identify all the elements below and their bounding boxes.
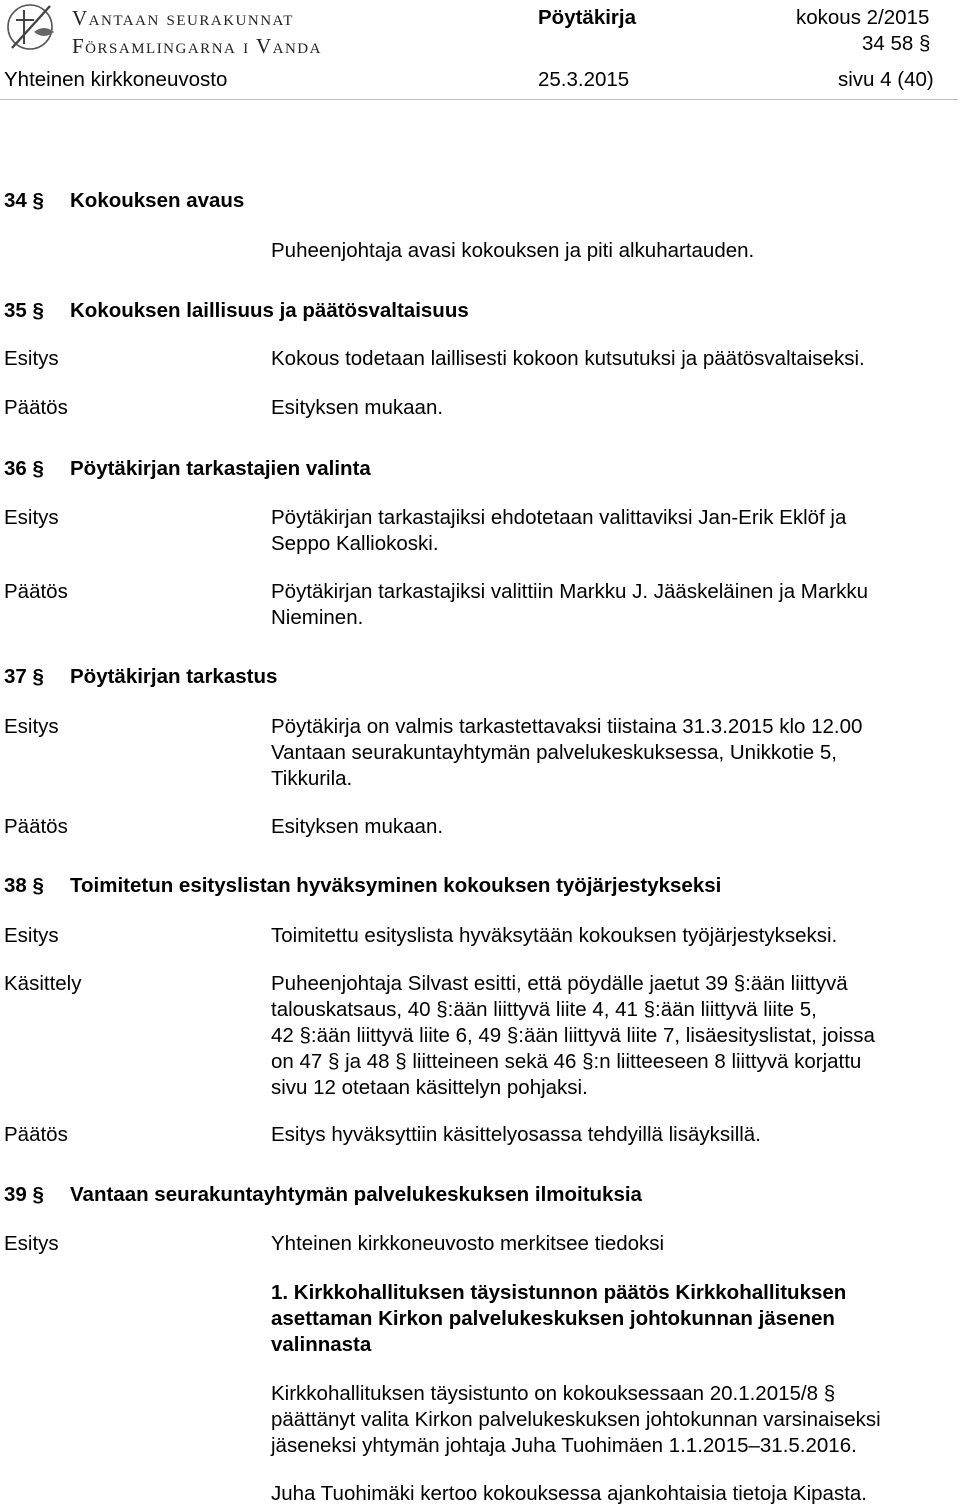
body-paragraph <box>271 1381 951 1459</box>
text-line: 1. Kirkkohallituksen täysistunnon päätös Kirkkohallituksen <box>271 1281 847 1304</box>
paatos-text: Esityksen mukaan. <box>271 396 444 419</box>
paatos-label: Päätös <box>4 1123 68 1146</box>
section-title: Kokouksen avaus <box>70 189 245 212</box>
esitys-label: Esitys <box>4 924 59 947</box>
text-line: valinnasta <box>271 1333 372 1356</box>
text-line: Kirkkohallituksen täysistunto on kokouksessaan 20.1.2015/8 § <box>271 1382 836 1405</box>
org-name-swedish: Församlingarna i Vanda <box>72 34 322 58</box>
text-line: Pöytäkirjan tarkastajiksi valittiin Markku J. Jääskeläinen ja Markku <box>271 580 869 603</box>
text-line: Tikkurila. <box>271 767 353 790</box>
text-line: päättänyt valita Kirkon palvelukeskuksen johtokunnan varsinaiseksi <box>271 1408 881 1431</box>
section-number: 36 § <box>4 457 44 480</box>
subheading <box>271 1280 951 1358</box>
section-text: Puheenjohtaja avasi kokouksen ja piti alkuhartauden. <box>271 239 755 262</box>
text-line: Seppo Kalliokoski. <box>271 532 439 555</box>
kasittely-label: Käsittely <box>4 972 82 995</box>
paatos-label: Päätös <box>4 396 68 419</box>
section-title: Vantaan seurakuntayhtymän palvelukeskuksen ilmoituksia <box>70 1183 642 1206</box>
esitys-text <box>271 505 951 557</box>
text-line: jäseneksi yhtymän johtaja Juha Tuohimäen 1.1.2015–31.5.2016. <box>271 1434 857 1457</box>
esitys-label: Esitys <box>4 1232 59 1255</box>
text-line: Vantaan seurakuntayhtymän palvelukeskuksessa, Unikkotie 5, <box>271 741 837 764</box>
paatos-text <box>271 579 951 631</box>
section-number: 38 § <box>4 874 44 897</box>
header-divider <box>0 99 958 100</box>
text-line: sivu 12 otetaan käsittelyn pohjaksi. <box>271 1076 588 1099</box>
text-line: Nieminen. <box>271 606 364 629</box>
section-title: Pöytäkirjan tarkastajien valinta <box>70 457 371 480</box>
document-type: Pöytäkirja <box>538 6 636 29</box>
governing-body: Yhteinen kirkkoneuvosto <box>4 68 228 91</box>
text-line: talouskatsaus, 40 §:ään liittyvä liite 4, 41 §:ään liittyvä liite 5, <box>271 998 817 1021</box>
paatos-label: Päätös <box>4 815 68 838</box>
paatos-text: Esitys hyväksyttiin käsittelyosassa tehdyillä lisäyksillä. <box>271 1123 761 1146</box>
esitys-text: Kokous todetaan laillisesti kokoon kutsutuksi ja päätösvaltaiseksi. <box>271 347 865 370</box>
esitys-label: Esitys <box>4 506 59 529</box>
paatos-text: Esityksen mukaan. <box>271 815 444 838</box>
body-paragraph: Juha Tuohimäki kertoo kokouksessa ajankohtaisia tietoja Kipasta. <box>271 1482 867 1505</box>
section-title: Pöytäkirjan tarkastus <box>70 665 278 688</box>
esitys-label: Esitys <box>4 347 59 370</box>
text-line: Pöytäkirjan tarkastajiksi ehdotetaan valittaviksi Jan-Erik Eklöf ja <box>271 506 847 529</box>
page-number: sivu 4 (40) <box>838 68 934 91</box>
section-number: 35 § <box>4 299 44 322</box>
esitys-text <box>271 714 951 792</box>
text-line: 42 §:ään liittyvä liite 6, 49 §:ään liittyvä liite 7, lisäesityslistat, joissa <box>271 1024 875 1047</box>
esitys-label: Esitys <box>4 715 59 738</box>
meeting-number: kokous 2/2015 <box>796 6 930 29</box>
section-title: Toimitetun esityslistan hyväksyminen kokouksen työjärjestykseksi <box>70 874 722 897</box>
section-number: 39 § <box>4 1183 44 1206</box>
paatos-label: Päätös <box>4 580 68 603</box>
kasittely-text <box>271 971 951 1101</box>
section-title: Kokouksen laillisuus ja päätösvaltaisuus <box>70 299 469 322</box>
section-number: 37 § <box>4 665 44 688</box>
org-name-finnish: Vantaan seurakunnat <box>72 6 294 30</box>
text-line: Pöytäkirja on valmis tarkastettavaksi tiistaina 31.3.2015 klo 12.00 <box>271 715 863 738</box>
church-logo-icon <box>4 2 60 52</box>
section-range: 34 58 § <box>862 32 931 55</box>
text-line: Puheenjohtaja Silvast esitti, että pöydälle jaetut 39 §:ään liittyvä <box>271 972 848 995</box>
text-line: asettaman Kirkon palvelukeskuksen johtokunnan jäsenen <box>271 1307 835 1330</box>
text-line: on 47 § ja 48 § liitteineen sekä 46 §:n liitteeseen 8 liittyvä korjattu <box>271 1050 862 1073</box>
meeting-date: 25.3.2015 <box>538 68 630 91</box>
esitys-text: Toimitettu esityslista hyväksytään kokouksen työjärjestykseksi. <box>271 924 838 947</box>
section-number: 34 § <box>4 189 44 212</box>
esitys-text: Yhteinen kirkkoneuvosto merkitsee tiedoksi <box>271 1232 665 1255</box>
